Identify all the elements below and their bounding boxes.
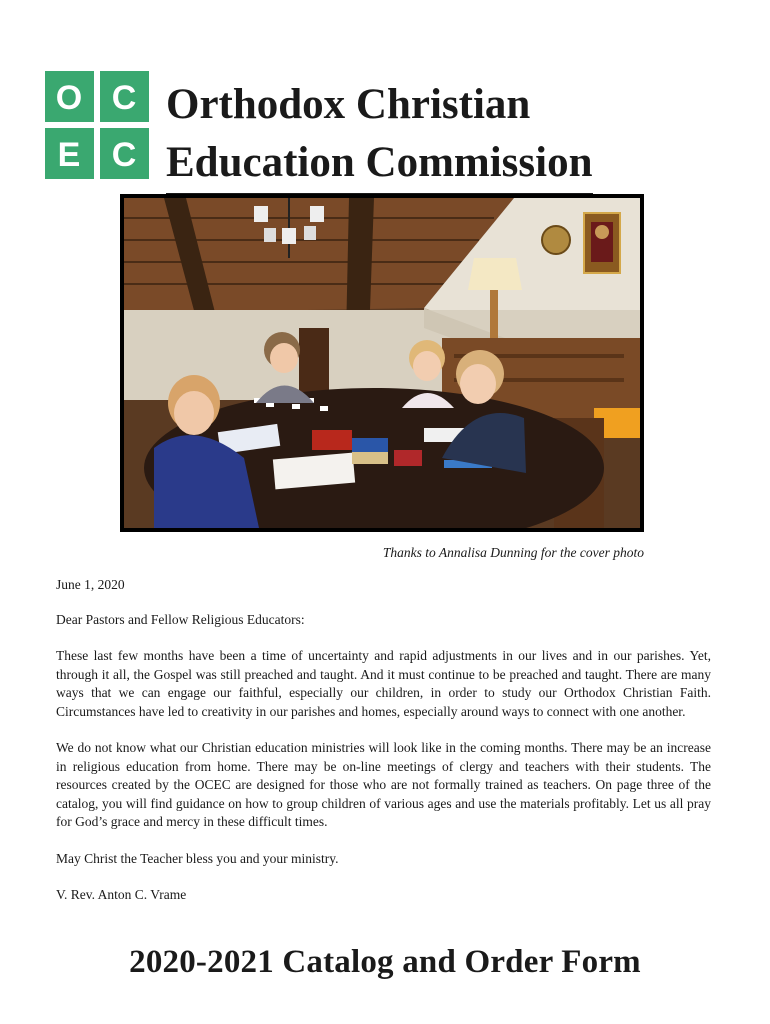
logo-letter-o: O [55, 79, 83, 117]
letter-closing: May Christ the Teacher bless you and your ministry. [56, 850, 339, 866]
cover-photo [120, 194, 644, 532]
organization-name [166, 76, 593, 196]
letter-signature: V. Rev. Anton C. Vrame [56, 887, 187, 902]
letter-salutation: Dear Pastors and Fellow Religious Educators: [56, 611, 305, 627]
cover-photo-illustration [124, 198, 640, 528]
logo-letter-e: E [57, 136, 81, 174]
photo-caption: Thanks to Annalisa Dunning for the cover photo [382, 545, 644, 560]
ocec-logo [45, 71, 149, 179]
org-name-line1: Orthodox Christian [166, 81, 531, 128]
logo-letter-c2: C [111, 136, 137, 174]
catalog-title: 2020-2021 Catalog and Order Form [129, 944, 641, 980]
welcome-letter [56, 576, 711, 923]
letter-date: June 1, 2020 [56, 577, 125, 592]
ocec-logo-graphic [45, 71, 149, 179]
logo-letter-c1: C [111, 79, 137, 117]
letter-paragraph-1: These last few months have been a time of uncertainty and rapid adjustments in our lives and in our parishes. Yet, through it all, the Gospel was still preached and taught. And it must continue to be preached and taught. There are many ways that we can engage our faithful, especially our children, in order to study our Orthodox Christian Faith. Circumstances have led to creativity in our parishes and homes, especially around ways to connect with one another. [56, 648, 711, 719]
org-name-line2: Education Commission [166, 134, 593, 196]
letter-paragraph-2: We do not know what our Christian education ministries will look like in the coming months. There may be an increase in religious education from home. There may be on-line meetings of clergy and teachers with their students. The resources created by the OCEC are designed for those who are not formally trained as teachers. On page three of the catalog, you will find guidance on how to group children of various ages and use the materials profitably. Let us all pray for God’s grace and mercy in these difficult times. [56, 740, 711, 829]
